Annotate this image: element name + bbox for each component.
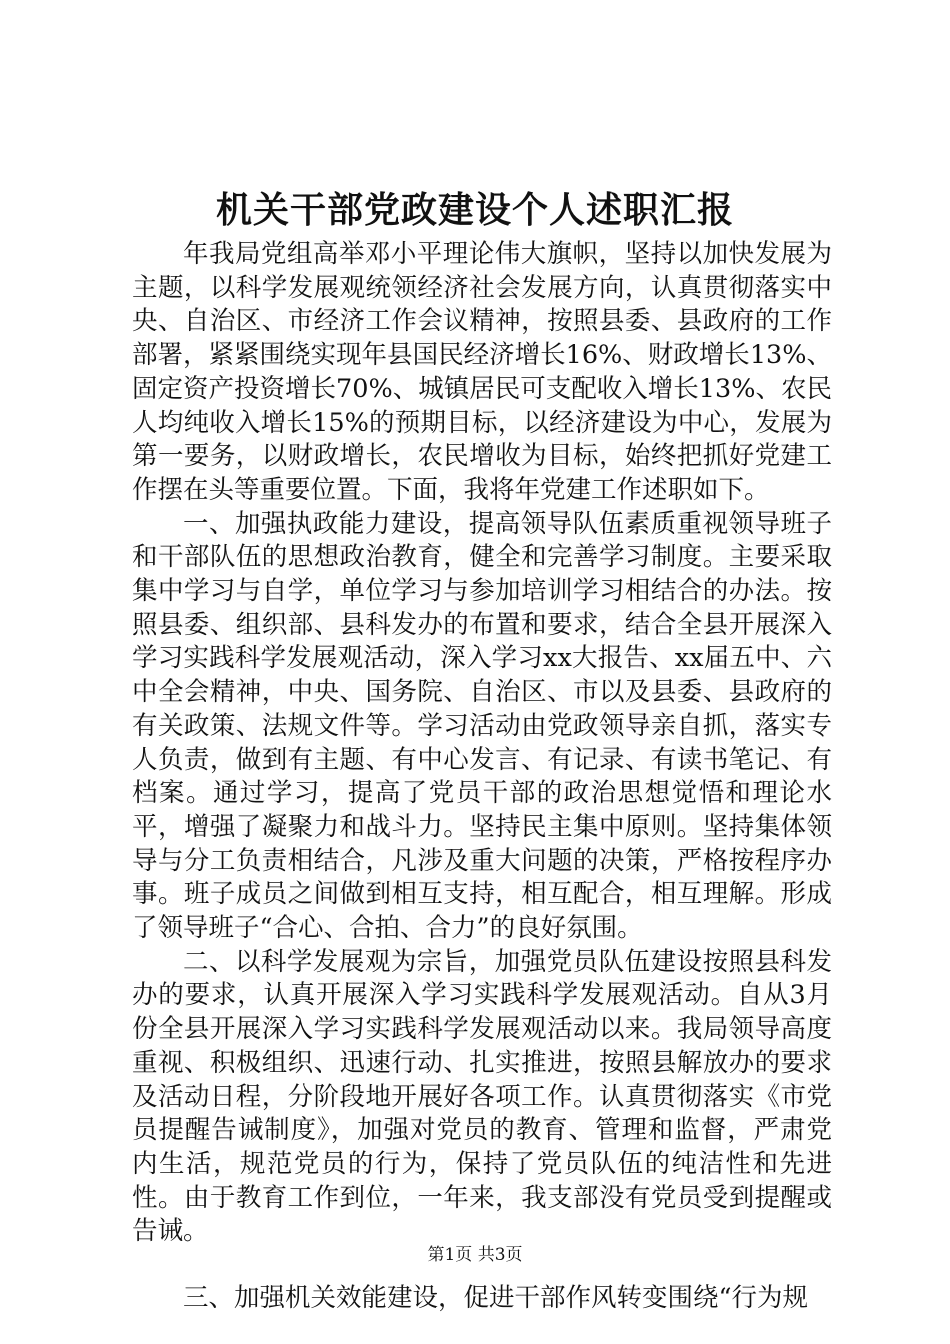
page-number-footer: 第1页 共3页 — [427, 1245, 523, 1265]
paragraph-section-3: 三、加强机关效能建设，促进干部作风转变围绕“行为规 — [183, 1283, 809, 1314]
paragraph-section-2: 二、以科学发展观为宗旨，加强党员队伍建设按照县科发办的要求，认真开展深入学习实践科学发展观活动。自从3月份全县开展深入学习实践科学发展观活动以来。我局领导高度重视、积极组织、迅速行动、扎实推进，按照县解放办的要求及活动日程，分阶段地开展好各项工作。认真贯彻落实《市党员提醒告诫制度》，加强对党员的教育、管理和监督，严肃党内生活，规范党员的行为，保持了党员队伍的纯洁性和先进性。由于教育工作到位，一年来，我支部没有党员受到提醒或告诫。 — [132, 946, 832, 1247]
document-title: 机关干部党政建设个人述职汇报 — [215, 189, 734, 231]
paragraph-section-1: 一、加强执政能力建设，提高领导队伍素质重视领导班子和干部队伍的思想政治教育，健全和完善学习制度。主要采取集中学习与自学，单位学习与参加培训学习相结合的办法。按照县委、组织部、县科发办的布置和要求，结合全县开展深入学习实践科学发展观活动，深入学习xx大报告、xx届五中、六中全会精神，中央、国务院、自治区、市以及县委、县政府的有关政策、法规文件等。学习活动由党政领导亲自抓，落实专人负责，做到有主题、有中心发言、有记录、有读书笔记、有档案。通过学习，提高了党员干部的政治思想觉悟和理论水平，增强了凝聚力和战斗力。坚持民主集中原则。坚持集体领导与分工负责相结合，凡涉及重大问题的决策，严格按程序办事。班子成员之间做到相互支持，相互配合，相互理解。形成了领导班子“合心、合拍、合力”的良好氛围。 — [132, 508, 832, 944]
document-body — [132, 238, 832, 1316]
paragraph-intro: 年我局党组高举邓小平理论伟大旗帜，坚持以加快发展为主题，以科学发展观统领经济社会发展方向，认真贯彻落实中央、自治区、市经济工作会议精神，按照县委、县政府的工作部署，紧紧围绕实现年县国民经济增长16%、财政增长13%、固定资产投资增长70%、城镇居民可支配收入增长13%、农民人均纯收入增长15%的预期目标，以经济建设为中心，发展为第一要务，以财政增长，农民增收为目标，始终把抓好党建工作摆在头等重要位置。下面，我将年党建工作述职如下。 — [132, 239, 832, 505]
